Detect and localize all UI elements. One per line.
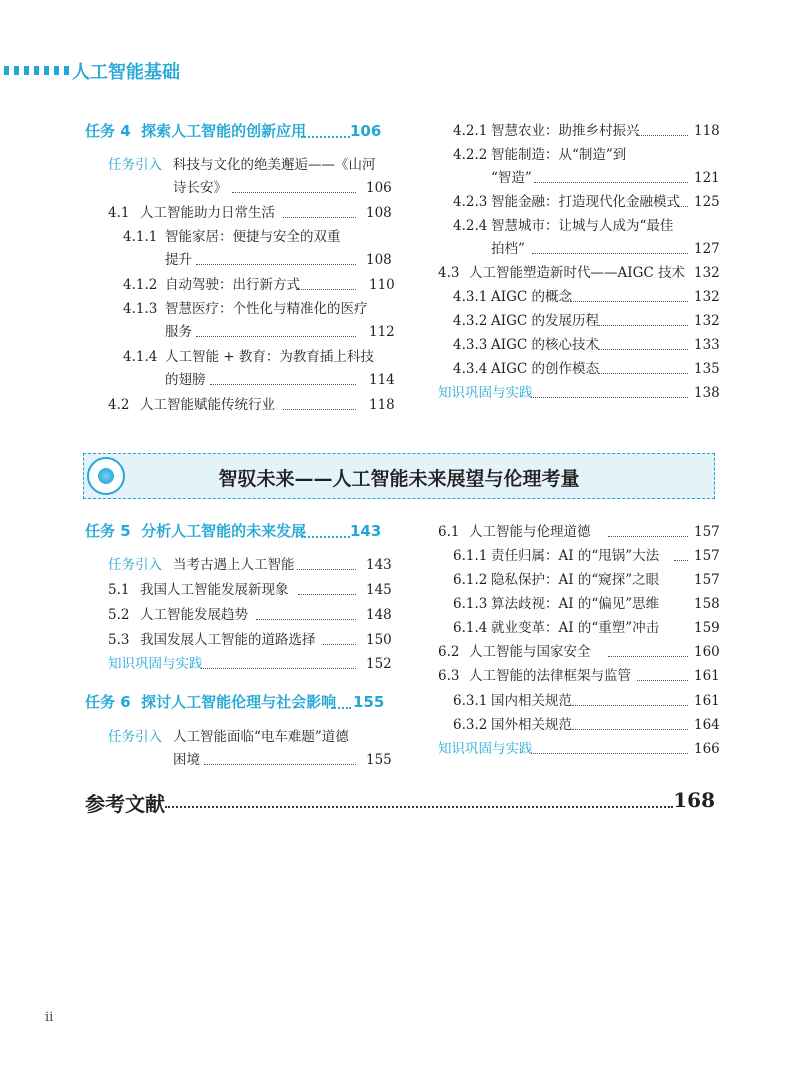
leader-dots [534,182,688,183]
chapter-title: 智驭未来——人工智能未来展望与伦理考量 [218,468,580,490]
toc-num: 4.1 [108,205,130,221]
toc-page: 143 [350,522,382,540]
toc-num: 5.1 [108,582,130,598]
toc-num: 4.1.3 [123,301,158,317]
toc-num: 6.1 [438,524,460,540]
leader-dots [232,192,356,193]
toc-page: 157 [694,548,720,564]
leader-dots [301,136,350,138]
leader-dots [196,336,356,337]
leader-dots [210,384,356,385]
toc-num: 5.3 [108,632,130,648]
toc-entry-4-3-4[interactable]: AIGC 的创作模态 [491,361,599,377]
toc-num: 6.3.1 [453,693,488,709]
toc-page: 148 [366,607,392,623]
leader-dots [572,729,688,730]
leader-dots [532,253,688,254]
toc-num: 6.1.3 [453,596,488,612]
toc-page: 150 [366,632,392,648]
toc-page: 121 [694,170,720,186]
toc-entry-4-3-3[interactable]: AIGC 的核心技术 [491,337,599,353]
toc-entry-4-2-4-line2: 拍档” [491,241,525,257]
toc-entry-intro4-line2: 诗长安》 [173,180,227,196]
toc-page: 132 [694,313,720,329]
toc-entry-4-2-1[interactable]: 智慧农业：助推乡村振兴 [491,123,640,139]
toc-entry-4-1-3-line2: 服务 [165,324,192,340]
leader-dots [570,301,688,302]
toc-num: 4.2.3 [453,194,488,210]
toc-page: 112 [369,324,395,340]
toc-entry-4-3-2[interactable]: AIGC 的发展历程 [491,313,599,329]
leader-dots [283,217,356,218]
toc-page: 135 [694,361,720,377]
intro-tag[interactable]: 任务引入 [108,557,162,573]
toc-entry-intro6-line2: 困境 [173,752,200,768]
leader-dots [531,753,688,754]
page-number: ii [45,1010,54,1025]
toc-page: 155 [366,752,392,768]
toc-entry-4-2[interactable]: 人工智能赋能传统行业 [140,397,275,413]
toc-page: 108 [366,205,392,221]
toc-entry-4-1-4[interactable]: 人工智能 + 教育：为教育插上科技 [165,349,374,365]
toc-entry-6-1-3[interactable]: 算法歧视：AI 的“偏见”思维 [491,596,660,612]
toc-entry-4-2-4[interactable]: 智慧城市：让城与人成为“最佳 [491,218,674,234]
leader-dots [196,264,356,265]
toc-entry-practice-4[interactable]: 知识巩固与实践 [438,385,533,401]
leader-dots [256,619,356,620]
toc-entry-6-3-2[interactable]: 国外相关规范 [491,717,572,733]
toc-entry-practice-5[interactable]: 知识巩固与实践 [108,656,203,672]
toc-num: 4.2.2 [453,147,488,163]
toc-entry-4-3-1[interactable]: AIGC 的概念 [491,289,572,305]
leader-dots [298,594,356,595]
toc-entry-6-3-1[interactable]: 国内相关规范 [491,693,572,709]
leader-dots [598,373,688,374]
toc-page: 133 [694,337,720,353]
toc-entry-6-1-2[interactable]: 隐私保护：AI 的“窥探”之眼 [491,572,660,588]
toc-num: 4.2.4 [453,218,488,234]
leader-dots [531,397,688,398]
toc-page: 143 [366,557,392,573]
toc-entry-intro5[interactable]: 当考古遇上人工智能 [173,557,295,573]
toc-page: 132 [694,289,720,305]
toc-page: 114 [369,372,395,388]
toc-num: 6.1.4 [453,620,488,636]
toc-page: 118 [369,397,395,413]
toc-page: 155 [353,693,385,711]
toc-page: 108 [366,252,392,268]
leader-dots [598,325,688,326]
toc-task-5[interactable]: 任务 5 分析人工智能的未来发展 [85,522,307,540]
toc-page: 157 [694,524,720,540]
toc-entry-4-1-1[interactable]: 智能家居：便捷与安全的双重 [165,229,341,245]
toc-num: 4.3.4 [453,361,488,377]
toc-entry-6-1-4[interactable]: 就业变革：AI 的“重塑”冲击 [491,620,660,636]
toc-num: 6.1.2 [453,572,488,588]
toc-page: 157 [694,572,720,588]
toc-entry-intro6[interactable]: 人工智能面临“电车难题”道德 [173,729,349,745]
toc-entry-4-1-3[interactable]: 智慧医疗：个性化与精准化的医疗 [165,301,368,317]
toc-page: 160 [694,644,720,660]
toc-num: 6.3 [438,668,460,684]
chapter-globe-icon [87,457,125,495]
toc-num: 4.2 [108,397,130,413]
toc-page: 161 [694,693,720,709]
toc-page: 161 [694,668,720,684]
toc-entry-6-1-1[interactable]: 责任归属：AI 的“甩锅”大法 [491,548,660,564]
toc-entry-4-2-3[interactable]: 智能金融：打造现代化金融模式 [491,194,680,210]
toc-num: 4.1.1 [123,229,158,245]
toc-task-4[interactable]: 任务 4 探索人工智能的创新应用 [85,122,307,140]
toc-page: 110 [369,277,395,293]
toc-num: 4.3.3 [453,337,488,353]
toc-page: 159 [694,620,720,636]
toc-page: 166 [694,741,720,757]
leader-dots [598,349,688,350]
leader-dots [637,680,688,681]
leader-dots [636,135,688,136]
intro-tag[interactable]: 任务引入 [108,729,162,745]
toc-num: 4.2.1 [453,123,488,139]
leader-dots [674,206,688,207]
toc-page: 125 [694,194,720,210]
toc-entry-5-2[interactable]: 人工智能发展趋势 [140,607,248,623]
toc-entry-4-1-4-line2: 的翅膀 [165,372,206,388]
toc-entry-4-2-2-line2: “智造” [491,170,532,186]
toc-entry-practice-6[interactable]: 知识巩固与实践 [438,741,533,757]
toc-num: 4.3.1 [453,289,488,305]
toc-num: 5.2 [108,607,130,623]
toc-num: 4.1.4 [123,349,158,365]
chapter-banner[interactable] [83,453,715,499]
toc-entry-4-1-2[interactable]: 自动驾驶：出行新方式 [165,277,300,293]
toc-page: 138 [694,385,720,401]
leader-dots [165,806,673,808]
toc-entry-6-3[interactable]: 人工智能的法律框架与监管 [469,668,631,684]
header-dash-marks [4,66,69,75]
toc-page: 132 [694,265,720,281]
leader-dots [283,409,356,410]
toc-references[interactable]: 参考文献 [85,792,165,816]
toc-num: 4.3 [438,265,460,281]
toc-entry-4-2-2[interactable]: 智能制造：从“制造”到 [491,147,627,163]
leader-dots [572,705,688,706]
toc-entry-4-1-1-line2: 提升 [165,252,192,268]
leader-dots [608,656,688,657]
toc-num: 4.1.2 [123,277,158,293]
leader-dots [608,536,688,537]
toc-page: 164 [694,717,720,733]
leader-dots [674,560,688,561]
toc-num: 6.2 [438,644,460,660]
toc-entry-6-2[interactable]: 人工智能与国家安全 [469,644,591,660]
leader-dots [296,289,356,290]
toc-entry-6-1[interactable]: 人工智能与伦理道德 [469,524,591,540]
toc-page: 127 [694,241,720,257]
toc-page: 168 [673,788,715,812]
leader-dots [201,668,356,669]
leader-dots [297,569,356,570]
toc-page: 106 [350,122,382,140]
toc-task-6[interactable]: 任务 6 探讨人工智能伦理与社会影响 [85,693,337,711]
leader-dots [204,764,356,765]
toc-entry-intro4[interactable]: 科技与文化的绝美邂逅——《山河 [173,157,376,173]
leader-dots [301,536,350,538]
running-header-title: 人工智能基础 [72,62,180,83]
toc-num: 6.1.1 [453,548,488,564]
toc-num: 4.3.2 [453,313,488,329]
toc-page: 145 [366,582,392,598]
toc-entry-5-1[interactable]: 我国人工智能发展新现象 [140,582,289,598]
toc-page: 118 [694,123,720,139]
toc-page: 158 [694,596,720,612]
toc-entry-5-3[interactable]: 我国发展人工智能的道路选择 [140,632,316,648]
toc-entry-4-3[interactable]: 人工智能塑造新时代——AIGC 技术 [469,265,685,281]
leader-dots [323,644,356,645]
leader-dots [331,707,351,709]
toc-page: 106 [366,180,392,196]
intro-tag[interactable]: 任务引入 [108,157,162,173]
toc-page: 152 [366,656,392,672]
toc-entry-4-1[interactable]: 人工智能助力日常生活 [140,205,275,221]
toc-num: 6.3.2 [453,717,488,733]
